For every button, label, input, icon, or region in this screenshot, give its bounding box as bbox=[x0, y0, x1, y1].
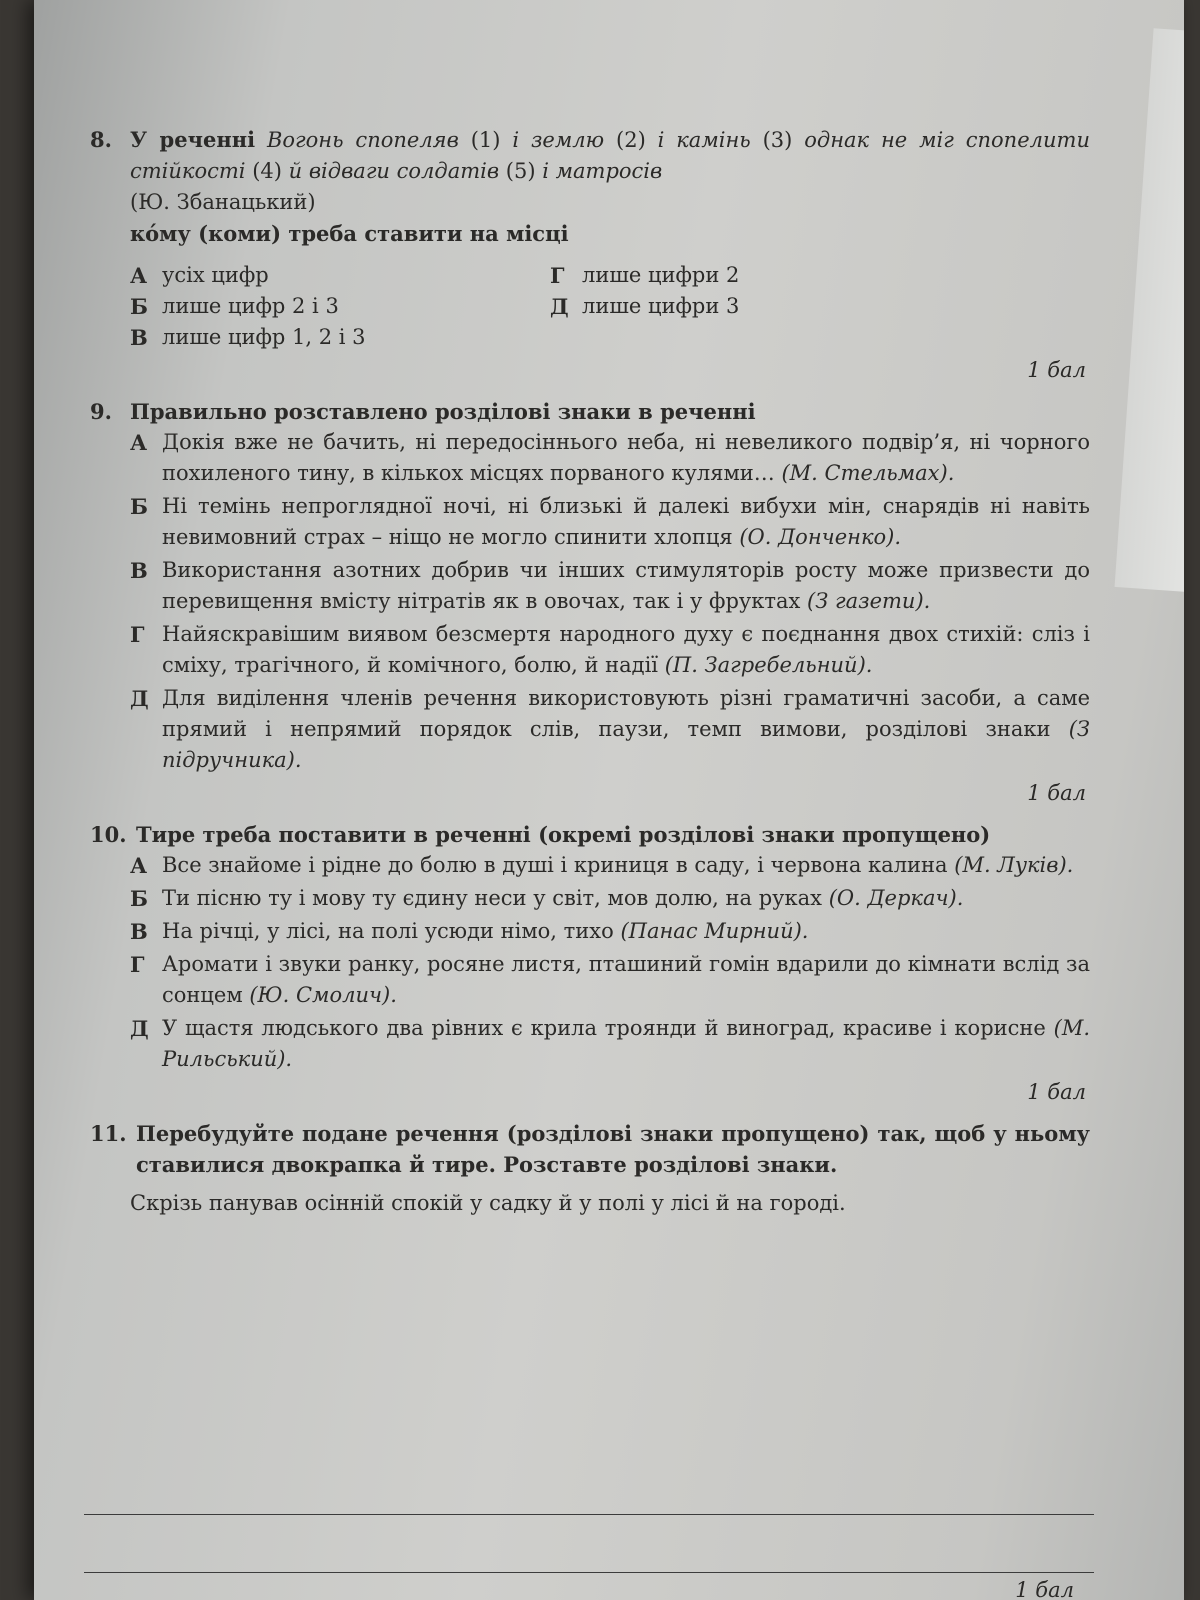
sentence-part: однак не міг спопелити стійкості bbox=[130, 128, 1090, 183]
option-text: Використання азотних добрив чи інших стимуляторів росту може призвести до перевищення вмісту нітратів як в овочах, так і у фруктах bbox=[162, 558, 1090, 613]
sentence-part: і землю bbox=[512, 128, 605, 152]
answer-option-v[interactable] bbox=[130, 322, 550, 353]
score-label: 1 бал bbox=[1027, 358, 1086, 382]
answer-option-g[interactable] bbox=[130, 619, 1090, 681]
score-label: 1 бал bbox=[1027, 1080, 1086, 1104]
option-letter: Д bbox=[130, 1016, 149, 1041]
sentence-part: Вогонь спопеляв bbox=[266, 128, 459, 152]
sentence-part: і камінь bbox=[657, 128, 751, 152]
option-letter: Б bbox=[130, 294, 148, 319]
question-intro: У реченні bbox=[130, 127, 256, 152]
score-label: 1 бал bbox=[1027, 781, 1086, 805]
question-number: 10. bbox=[90, 822, 127, 847]
option-source: (П. Загребельний). bbox=[664, 653, 873, 677]
option-text: лише цифр 1, 2 і 3 bbox=[162, 325, 366, 349]
question-text bbox=[130, 124, 1090, 250]
question-10 bbox=[90, 819, 1090, 1108]
answer-options bbox=[130, 260, 1090, 353]
option-text: У щастя людського два рівних є крила троянди й виноград, красиве і корисне bbox=[162, 1016, 1046, 1040]
option-letter: В bbox=[130, 919, 148, 944]
option-letter: В bbox=[130, 325, 148, 350]
answer-option-g[interactable] bbox=[130, 949, 1090, 1011]
question-title: Перебудуйте подане речення (розділові знаки пропущено) так, щоб у ньому ставилися двокрапка й тире. Розставте розділові знаки. bbox=[136, 1121, 1090, 1177]
option-text: Ти пісню ту і мову ту єдину неси у світ, мов долю, на руках bbox=[162, 886, 823, 910]
option-source: (М. Стельмах). bbox=[781, 461, 955, 485]
option-source: (О. Деркач). bbox=[828, 886, 964, 910]
option-text: Найяскравішим виявом безсмертя народного духу є поєднання двох стихій: сліз і сміху, трагічного, й комічного, болю, й надії bbox=[162, 622, 1090, 677]
question-number: 8. bbox=[90, 127, 112, 152]
option-text: Все знайоме і рідне до болю в душі і криниця в саду, і червона калина bbox=[162, 853, 948, 877]
question-title: Тире треба поставити в реченні (окремі розділові знаки пропущено) bbox=[136, 822, 991, 847]
option-source: (О. Донченко). bbox=[739, 525, 902, 549]
answer-option-d[interactable] bbox=[130, 683, 1090, 776]
option-letter: А bbox=[130, 853, 148, 878]
option-source: (Ю. Смолич). bbox=[249, 983, 397, 1007]
option-letter: Г bbox=[550, 263, 565, 288]
sentence-author: (Ю. Збанацький) bbox=[130, 190, 316, 214]
option-letter: Б bbox=[130, 494, 148, 519]
question-prompt: ко́му (коми) треба ставити на місці bbox=[130, 221, 569, 246]
marker-5: (5) bbox=[505, 159, 536, 183]
option-source: (З газети). bbox=[807, 589, 931, 613]
answer-option-d[interactable] bbox=[550, 291, 970, 322]
marker-3: (3) bbox=[762, 128, 793, 152]
option-text: лише цифри 2 bbox=[582, 263, 740, 287]
question-title: Правильно розставлено розділові знаки в реченні bbox=[130, 399, 756, 424]
paper-edge bbox=[1115, 28, 1184, 592]
option-text: Докія вже не бачить, ні передосіннього неба, ні невеликого подвір’я, ні чорного похиленого тину, в кількох місцях порваного кулями… bbox=[162, 430, 1090, 485]
score-label: 1 бал bbox=[1015, 1578, 1074, 1600]
option-source: (М. Рильський). bbox=[162, 1016, 1090, 1071]
marker-4: (4) bbox=[252, 159, 282, 183]
answer-option-a[interactable] bbox=[130, 850, 1090, 881]
question-number: 11. bbox=[90, 1121, 127, 1146]
marker-1: (1) bbox=[470, 128, 501, 152]
option-letter: В bbox=[130, 558, 148, 583]
question-number: 9. bbox=[90, 399, 112, 424]
option-letter: Г bbox=[130, 952, 145, 977]
answer-option-b[interactable] bbox=[130, 883, 1090, 914]
option-letter: Д bbox=[130, 686, 149, 711]
answer-option-v[interactable] bbox=[130, 555, 1090, 617]
page-content bbox=[90, 124, 1090, 1229]
option-text: Аромати і звуки ранку, росяне листя, пташиний гомін вдарили до кімнати вслід за сонцем bbox=[162, 952, 1090, 1007]
option-text: усіх цифр bbox=[162, 263, 269, 287]
question-11 bbox=[90, 1118, 1090, 1219]
sentence-part: й відваги солдатів bbox=[288, 159, 500, 183]
answer-option-b[interactable] bbox=[130, 291, 550, 322]
answer-option-a[interactable] bbox=[130, 260, 550, 291]
option-text: лише цифр 2 і 3 bbox=[162, 294, 339, 318]
option-text: Ні темінь непроглядної ночі, ні близькі й далекі вибухи мін, снарядів ні навіть невимовний страх – ніщо не могло спинити хлопця bbox=[162, 494, 1090, 549]
option-letter: Г bbox=[130, 622, 145, 647]
question-9 bbox=[90, 396, 1090, 809]
option-source: (М. Луків). bbox=[954, 853, 1074, 877]
option-source: (З підручника). bbox=[162, 717, 1091, 772]
option-text: На річці, у лісі, на полі усюди німо, тихо bbox=[162, 919, 614, 943]
question-8 bbox=[90, 124, 1090, 386]
answer-option-b[interactable] bbox=[130, 491, 1090, 553]
option-text: Для виділення членів речення використовують різні граматичні засоби, а саме прямий і непрямий порядок слів, паузи, темп вимови, розділові знаки bbox=[162, 686, 1090, 741]
option-letter: Б bbox=[130, 886, 148, 911]
sentence-part: і матросів bbox=[542, 159, 663, 183]
answer-option-d[interactable] bbox=[130, 1013, 1090, 1075]
option-source: (Панас Мирний). bbox=[620, 919, 809, 943]
task-sentence: Скрізь панував осінній спокій у садку й у полі у лісі й на городі. bbox=[130, 1191, 846, 1215]
option-text: лише цифри 3 bbox=[582, 294, 740, 318]
answer-line[interactable] bbox=[84, 1514, 1094, 1515]
option-letter: А bbox=[130, 430, 148, 455]
option-letter: А bbox=[130, 263, 148, 288]
answer-line[interactable] bbox=[84, 1572, 1094, 1573]
answer-option-g[interactable] bbox=[550, 260, 970, 291]
workbook-page bbox=[34, 0, 1184, 1600]
marker-2: (2) bbox=[616, 128, 646, 152]
answer-option-a[interactable] bbox=[130, 427, 1090, 489]
option-letter: Д bbox=[550, 294, 569, 319]
answer-option-v[interactable] bbox=[130, 916, 1090, 947]
